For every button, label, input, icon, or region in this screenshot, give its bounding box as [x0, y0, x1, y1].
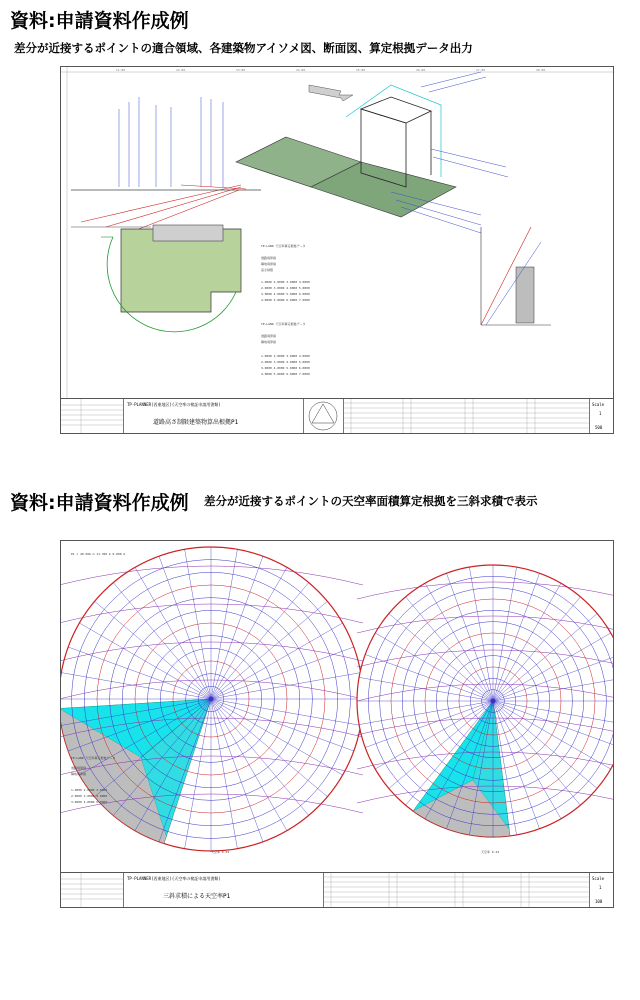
svg-text:2.0000 3.0000 4.0000: 2.0000 3.0000 4.0000: [71, 794, 108, 798]
scale-value: 1: [599, 885, 602, 890]
svg-text:1.0000 2.0000 3.0000 4.0000: 1.0000 2.0000 3.0000 4.0000: [261, 280, 310, 284]
title-block-1-main: [123, 399, 304, 433]
svg-text:3.0000 4.0000 5.0000: 3.0000 4.0000 5.0000: [71, 800, 108, 804]
scale-label: Scale: [592, 402, 605, 407]
svg-text:4.0000 5.0000 6.0000 7.0000: 4.0000 5.0000 6.0000 7.0000: [261, 372, 310, 376]
drawing-title: 道路高さ制限建築物算出根拠P1: [153, 419, 239, 426]
fisheye-chart-right: [357, 565, 613, 837]
title-block-2: [61, 872, 613, 907]
scale-value: 1: [599, 411, 602, 416]
svg-text:2.0000 3.0000 4.0000 5.0000: 2.0000 3.0000 4.0000 5.0000: [261, 360, 310, 364]
svg-text:2.0000 3.0000 4.0000 5.0000: 2.0000 3.0000 4.0000 5.0000: [261, 286, 310, 290]
results-table-2: [323, 873, 590, 907]
svg-text:3.0000 4.0000 5.0000 6.0000: 3.0000 4.0000 5.0000 6.0000: [261, 366, 310, 370]
svg-text:TP-LAND 天空率算定根拠データ: TP-LAND 天空率算定根拠データ: [71, 756, 116, 760]
svg-text:1.0000 2.0000 3.0000 4.0000: 1.0000 2.0000 3.0000 4.0000: [261, 354, 310, 358]
scale-box-1: [589, 399, 613, 433]
drawing-sheet-road-height: [60, 66, 614, 434]
scale-denominator: 500: [595, 425, 603, 430]
title-block-2-meta: [61, 873, 124, 907]
scale-box-2: [589, 873, 613, 907]
drawing-sheet-sky-factor: [60, 540, 614, 908]
svg-text:TP-LAND 天空率算定根拠データ: TP-LAND 天空率算定根拠データ: [261, 244, 306, 248]
svg-text:18.00: 18.00: [536, 68, 546, 72]
svg-text:1.0000 2.0000 3.0000: 1.0000 2.0000 3.0000: [71, 788, 108, 792]
svg-text:道路境界線: 道路境界線: [261, 256, 277, 260]
section1-heading: 資料:申請資料作成例: [10, 10, 189, 32]
sky-factor-fisheye-drawing: [61, 541, 613, 873]
fisheye-chart-left: [61, 547, 363, 851]
svg-text:TP-LAND 天空率算定根拠データ: TP-LAND 天空率算定根拠データ: [261, 322, 306, 326]
svg-text:3.0000 4.0000 5.0000 6.0000: 3.0000 4.0000 5.0000 6.0000: [261, 292, 310, 296]
software-name: TP-PLANNER(西東地区)(天空率の検証申請用書類): [127, 876, 221, 881]
scale-label: Scale: [592, 876, 605, 881]
svg-text:天空率 0.34: 天空率 0.34: [211, 850, 230, 854]
svg-text:16.00: 16.00: [416, 68, 426, 72]
svg-text:15.00: 15.00: [356, 68, 366, 72]
svg-text:12.00: 12.00: [176, 68, 186, 72]
svg-text:13.00: 13.00: [236, 68, 246, 72]
svg-text:P1 = 40.566 m 11.356 m 0.000: P1 = 40.566 m 11.356 m 0.000 m: [71, 552, 126, 556]
svg-text:隣地境界線: 隣地境界線: [261, 340, 277, 344]
scale-denominator: 100: [595, 899, 603, 904]
section1-subheading: 差分が近接するポイントの適合領域、各建築物アイソメ図、断面図、算定根拠データ出力: [14, 41, 473, 55]
svg-text:4.0000 5.0000 6.0000 7.0000: 4.0000 5.0000 6.0000 7.0000: [261, 298, 310, 302]
svg-text:14.00: 14.00: [296, 68, 306, 72]
svg-text:隣地境界線: 隣地境界線: [71, 772, 87, 776]
section2-subheading: 差分が近接するポイントの天空率面積算定根拠を三斜求積で表示: [204, 494, 538, 508]
svg-text:17.00: 17.00: [476, 68, 486, 72]
results-table-1: [343, 399, 590, 433]
title-block-1: [61, 398, 613, 433]
road-height-drawing: [61, 67, 613, 399]
software-name: TP-PLANNER(西東地区)(天空率の検証申請用書類): [127, 402, 221, 407]
svg-text:高さ制限: 高さ制限: [261, 268, 274, 272]
svg-text:11.00: 11.00: [116, 68, 126, 72]
svg-text:道路境界線: 道路境界線: [71, 766, 87, 770]
svg-text:道路境界線: 道路境界線: [261, 334, 277, 338]
direction-diagram: [303, 399, 344, 433]
svg-text:隣地境界線: 隣地境界線: [261, 262, 277, 266]
section2-heading: 資料:申請資料作成例: [10, 492, 189, 514]
title-block-1-meta: [61, 399, 124, 433]
svg-text:天空率 0.34: 天空率 0.34: [481, 850, 500, 854]
title-block-2-main: [123, 873, 324, 907]
drawing-title: 三斜求積による天空率P1: [163, 893, 231, 900]
